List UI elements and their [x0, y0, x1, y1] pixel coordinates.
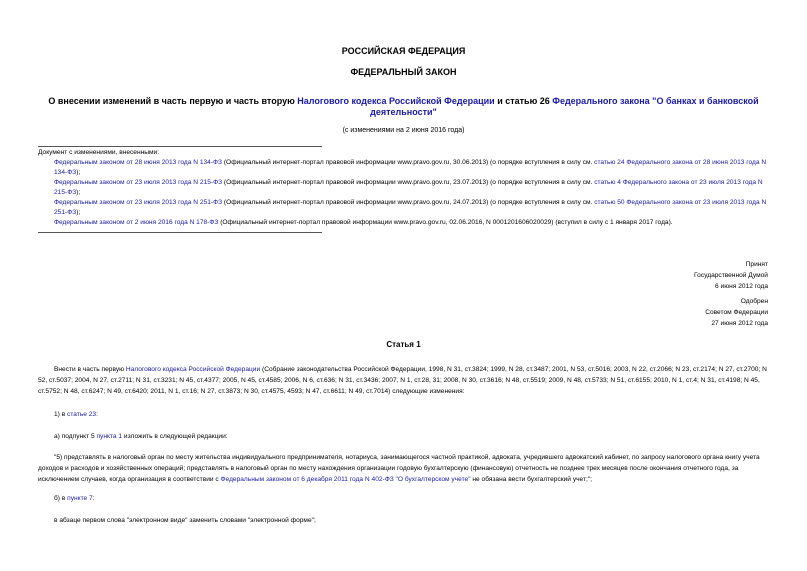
- approved-body: Советом Федерации: [705, 309, 768, 316]
- changes-block: [38, 148, 773, 228]
- approved-date: 27 июня 2012 года: [711, 320, 768, 327]
- p5-text-a: б) в: [54, 495, 68, 502]
- title-text-2: и статью 26: [494, 96, 553, 106]
- p2-text-b: :: [96, 411, 98, 418]
- banks-law-link[interactable]: Федерального закона "О банках и банковской деятельности": [370, 96, 759, 117]
- p4-text-a: "5) представлять в налоговый орган по месту жительства индивидуального предпринимателя, нотариуса, занимающегося частной практикой, адвоката, учредившего адвокатский кабинет, по запросу налогового органа книгу учета доходов и расходов и хозяйственных операций; представлять в налоговый орган по месту нахождения организации годовую бухгалтерскую (финансовую) отчетность не позднее трех месяцев после окончания отчетного года, за исключением случаев, когда организация в соответствии с: [38, 454, 760, 483]
- approved-block: [560, 296, 768, 329]
- article-23-link[interactable]: статье 23: [67, 411, 97, 418]
- article-paragraph-3: [38, 431, 771, 442]
- article-paragraph-1: [38, 364, 771, 397]
- change-text: (Официальный интернет-портал правовой информации www.pravo.gov.ru, 24.07.2013) (о порядке вступления в силу см.: [222, 199, 595, 206]
- article-link[interactable]: статью 4 Федерального закона от 23 июля 2013 года N 215-ФЗ: [54, 179, 763, 196]
- change-end: );: [76, 189, 81, 196]
- p3-text-b: изложить в следующей редакции:: [122, 433, 228, 440]
- country-heading: РОССИЙСКАЯ ФЕДЕРАЦИЯ: [341, 46, 466, 56]
- adopted-date: 6 июня 2012 года: [715, 283, 768, 290]
- article-heading: Статья 1: [386, 340, 421, 349]
- title-text-1: О внесении изменений в часть первую и часть вторую: [48, 96, 298, 106]
- divider-bottom: [38, 232, 322, 233]
- point-7-link[interactable]: пункте 7: [67, 495, 93, 502]
- accounting-law-link[interactable]: Федеральным законом от 6 декабря 2011 года N 402-ФЗ "О бухгалтерском учете": [220, 476, 471, 483]
- adopted-block: [560, 259, 768, 292]
- change-item: [38, 218, 773, 228]
- article-link[interactable]: статью 50 Федерального закона от 23 июля 2013 года N 251-ФЗ: [54, 199, 767, 216]
- approved-label: Одобрен: [740, 298, 768, 305]
- point-1-link[interactable]: пункта 1: [96, 433, 123, 440]
- change-text: (Официальный интернет-портал правовой информации www.pravo.gov.ru, 02.06.2016, N 0001201606020029) (вступил в силу с 1 января 2017 года).: [218, 219, 673, 226]
- p1-text-b: (Собрание законодательства Российской Федерации, 1998, N 31, ст.3824; 1999, N 28, ст.3487; 2001, N 53, ст.5016; 2003, N 22, ст.2066; N 23, ст.2174; N 27, ст.2700; N 52, ст.5037; 2004, N 27, ст.2711; N 31, ст.3231; N 45, ст.4377; 2005, N 45, ст.4585; 2006, N 6, ст.636; N 31, ст.3436; 2007, N 1, ст.28, 31; 2008, N 30, ст.3616; N 48, ст.5519; 2009, N 48, ст.5733; N 51, ст.6155; 2010, N 1, ст.4; N 31, ст.4198; N 45, ст.5752; N 48, ст.6247; N 49, ст.6420; 2011, N 1, ст.16; N 27, ст.3873; N 30, ст.4575, 4593; N 47, ст.6611; N 49, ст.7014) следующие изменения:: [38, 366, 767, 395]
- p1-text-a: Внести в часть первую: [54, 366, 126, 373]
- article-paragraph-5: [38, 493, 771, 504]
- amending-law-link[interactable]: Федеральным законом от 23 июля 2013 года N 215-ФЗ: [54, 179, 223, 186]
- article-paragraph-6: [38, 515, 771, 526]
- amending-law-link[interactable]: Федеральным законом от 2 июня 2016 года N 178-ФЗ: [54, 219, 219, 226]
- document-title: [40, 96, 767, 118]
- p6-text: в абзаце первом слова "электронном виде" заменить словами "электронной форме";: [54, 517, 316, 524]
- p5-text-b: :: [92, 495, 95, 502]
- p3-text-a: а) подпункт 5: [54, 433, 97, 440]
- amending-law-link[interactable]: Федеральным законом от 23 июля 2013 года N 251-ФЗ: [54, 199, 223, 206]
- change-item: [38, 158, 773, 178]
- change-item: [38, 198, 773, 218]
- article-paragraph-4: [38, 452, 771, 485]
- article-link[interactable]: статью 24 Федерального закона от 28 июня 2013 года N 134-ФЗ: [54, 159, 767, 176]
- tax-code-link[interactable]: Налогового кодекса Российской Федерации: [297, 96, 495, 106]
- p2-text-a: 1) в: [54, 411, 68, 418]
- amending-law-link[interactable]: Федеральным законом от 28 июня 2013 года N 134-ФЗ: [54, 159, 223, 166]
- change-end: );: [76, 169, 81, 176]
- revision-date: (с изменениями на 2 июня 2016 года): [342, 127, 465, 134]
- change-item: [38, 178, 773, 198]
- change-text: (Официальный интернет-портал правовой информации www.pravo.gov.ru, 23.07.2013) (о порядке вступления в силу см.: [222, 179, 595, 186]
- change-text: (Официальный интернет-портал правовой информации www.pravo.gov.ru, 30.06.2013) (о порядке вступления в силу см.: [222, 159, 595, 166]
- tax-code-link-2[interactable]: Налогового кодекса Российской Федерации: [125, 366, 261, 373]
- change-end: );: [76, 209, 81, 216]
- adopted-body: Государственной Думой: [694, 272, 768, 279]
- divider-top: [38, 146, 322, 147]
- adopted-label: Принят: [745, 261, 768, 268]
- p4-text-b: не обязана вести бухгалтерский учет;";: [470, 476, 593, 483]
- changes-intro: Документ с изменениями, внесенными:: [38, 149, 160, 156]
- article-paragraph-2: [38, 409, 771, 420]
- doc-type-heading: ФЕДЕРАЛЬНЫЙ ЗАКОН: [350, 67, 457, 77]
